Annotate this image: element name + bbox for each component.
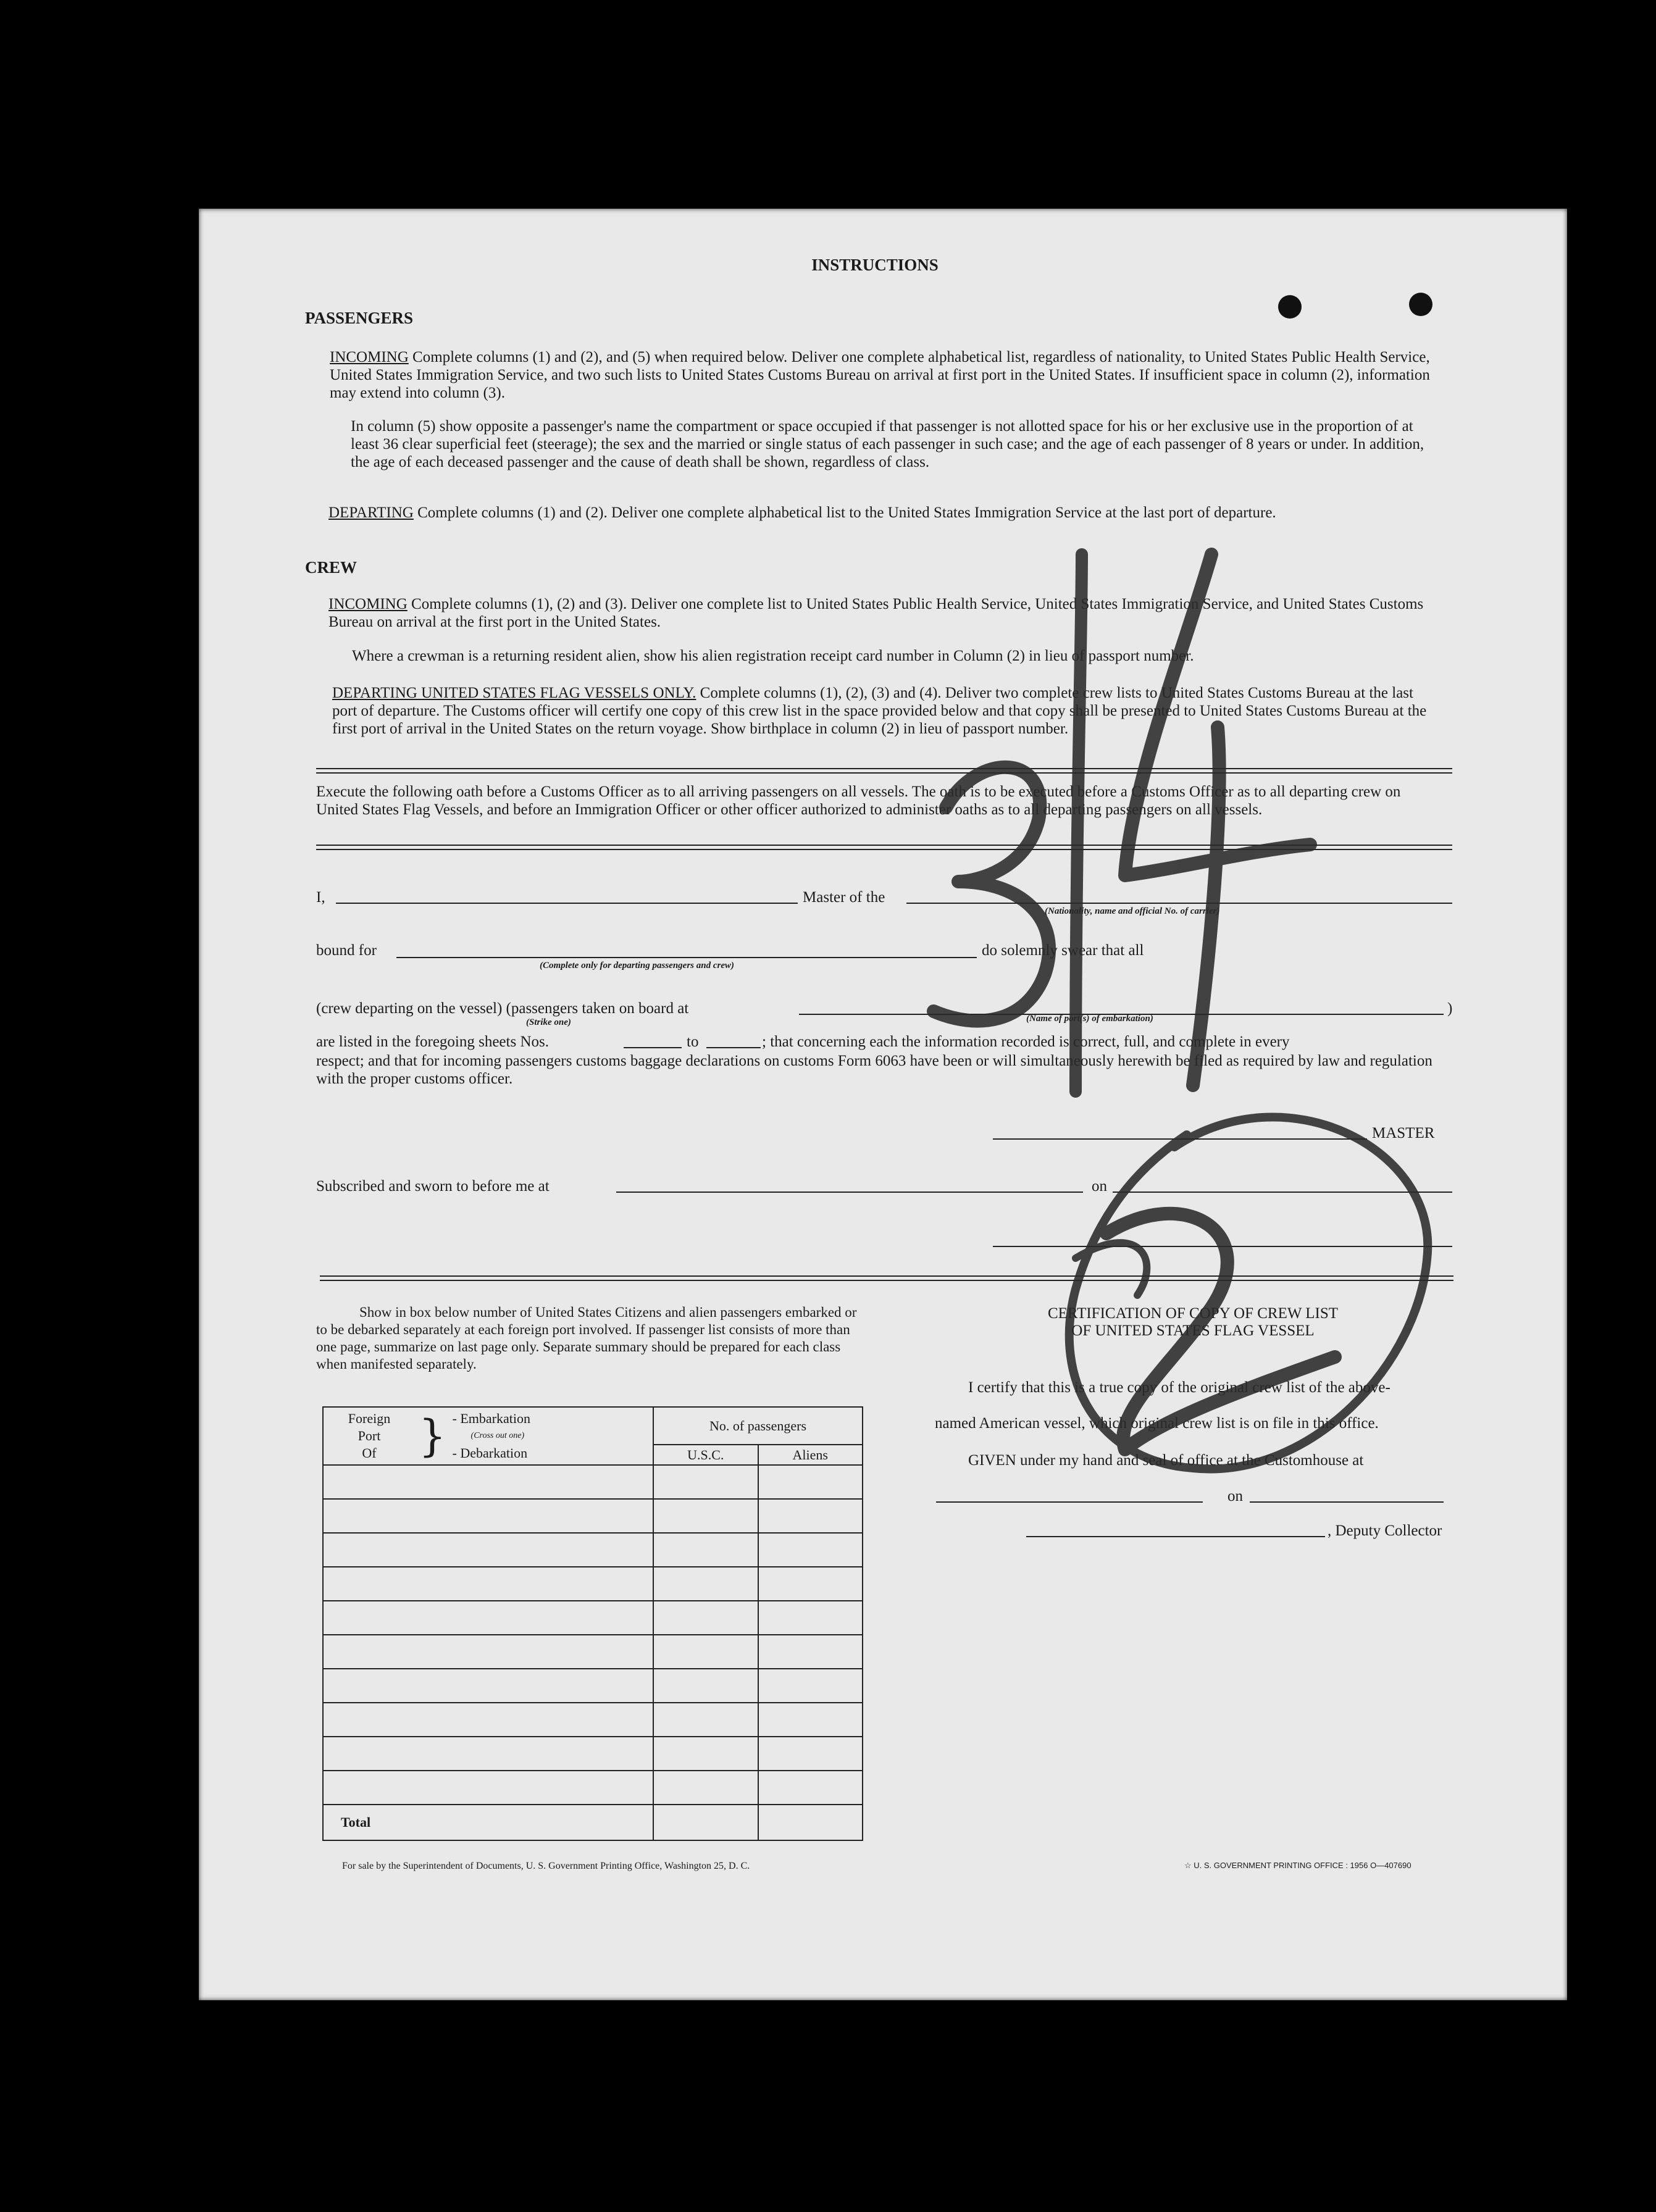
footer-gpo: ☆ U. S. GOVERNMENT PRINTING OFFICE : 1956 O—407690	[1184, 1861, 1411, 1870]
crew-incoming-label: INCOMING	[328, 596, 408, 612]
certification-title-line2: OF UNITED STATES FLAG VESSEL	[1071, 1322, 1315, 1339]
crew-incoming	[328, 595, 1435, 631]
master-signature-line[interactable]	[993, 1138, 1367, 1140]
total-row	[323, 1805, 863, 1840]
usc-cell[interactable]	[653, 1635, 758, 1669]
departing-text: Complete columns (1) and (2). Deliver one complete alphabetical list to the United States Immigration Service at the last port of departure.	[417, 504, 1276, 521]
foreign-label: Foreign	[348, 1411, 391, 1426]
table-row	[323, 1533, 863, 1567]
aliens-header: Aliens	[758, 1445, 863, 1465]
crew-departing	[332, 684, 1435, 738]
passengers-departing	[328, 504, 1435, 522]
certify-line2: named American vessel, which original crew list is on file in this office.	[935, 1415, 1379, 1432]
usc-header: U.S.C.	[653, 1445, 758, 1465]
given-label: GIVEN under my hand and seal of office at the Customhouse at	[968, 1452, 1364, 1469]
deputy-label: , Deputy Collector	[1328, 1522, 1442, 1539]
aliens-cell[interactable]	[758, 1737, 863, 1771]
aliens-cell[interactable]	[758, 1499, 863, 1533]
port-cell[interactable]	[323, 1533, 653, 1567]
master-name-line[interactable]	[336, 903, 798, 904]
aliens-cell[interactable]	[758, 1533, 863, 1567]
sheets-from-line[interactable]	[624, 1047, 682, 1048]
table-row	[323, 1771, 863, 1805]
crew-incoming-text: Complete columns (1), (2) and (3). Deliver one complete list to United States Public Health Service, United States Immigration Service, and United States Customs Bureau on arrival at the first port in the United States.	[328, 596, 1424, 630]
port-cell[interactable]	[323, 1567, 653, 1601]
crew-passengers-label: (crew departing on the vessel) (passengers taken on board at	[316, 1000, 689, 1017]
listed-a-label: are listed in the foregoing sheets Nos.	[316, 1033, 549, 1050]
table-row	[323, 1465, 863, 1499]
table-row	[323, 1703, 863, 1737]
table-row	[323, 1737, 863, 1771]
vessel-line[interactable]	[906, 903, 1452, 904]
page-title: INSTRUCTIONS	[811, 256, 939, 274]
aliens-cell[interactable]	[758, 1601, 863, 1635]
punch-hole-icon	[1409, 293, 1432, 316]
usc-cell[interactable]	[653, 1601, 758, 1635]
crew-departing-text: Complete columns (1), (2), (3) and (4). Deliver two complete crew lists to United States Customs Bureau at the last port of departure. The Customs officer will certify one copy of this crew list in the space provided below and that copy shall be presented to United States Customs Bureau at the first port of arrival in the United States on the return voyage. Show birthplace in column (2) in lieu of passport number.	[332, 685, 1427, 737]
usc-cell[interactable]	[653, 1465, 758, 1499]
aliens-cell[interactable]	[758, 1465, 863, 1499]
total-label: Total	[323, 1805, 653, 1840]
crew-departing-label: DEPARTING UNITED STATES FLAG VESSELS ONLY.	[332, 685, 696, 701]
port-cell[interactable]	[323, 1771, 653, 1805]
table-row	[323, 1499, 863, 1533]
usc-cell[interactable]	[653, 1567, 758, 1601]
port-cell[interactable]	[323, 1737, 653, 1771]
oath-intro: Execute the following oath before a Customs Officer as to all arriving passengers on all vessels. The oath is to be executed before a Customs Officer as to all departing crew on United States Flag Vessels, and before an Immigration Officer or other officer authorized to administer oaths as to all departing passengers on all vessels.	[316, 783, 1401, 818]
usc-cell[interactable]	[653, 1669, 758, 1703]
usc-cell[interactable]	[653, 1499, 758, 1533]
aliens-cell[interactable]	[758, 1703, 863, 1737]
form-page	[199, 209, 1567, 2000]
passengers-incoming	[330, 348, 1435, 402]
of-label: Of	[362, 1445, 377, 1461]
debarkation-label: - Debarkation	[452, 1445, 528, 1461]
summary-note: Show in box below number of United States Citizens and alien passengers embarked or to be debarked separately at each foreign port involved. If passenger list consists of more than one page, summarize on last page only. Separate summary should be prepared for each class when manifested separately.	[316, 1304, 857, 1372]
port-cell[interactable]	[323, 1635, 653, 1669]
table-row	[323, 1635, 863, 1669]
port-cell[interactable]	[323, 1499, 653, 1533]
master-label: MASTER	[1372, 1125, 1435, 1141]
incoming-text: Complete columns (1) and (2), and (5) when required below. Deliver one complete alphabetical list, regardless of nationality, to United States Public Health Service, United States Immigration Service, and two such lists to United States Customs Bureau on arrival at first port in the United States. If insufficient space in column (2), information may extend into column (3).	[330, 349, 1430, 401]
summary-table	[322, 1406, 863, 1841]
divider	[316, 768, 1452, 774]
close-paren: )	[1447, 1000, 1453, 1017]
passengers-heading: PASSENGERS	[305, 309, 414, 327]
divider	[320, 1275, 1453, 1281]
listed-to-label: to	[687, 1033, 699, 1050]
complete-only-caption: (Complete only for departing passengers and crew)	[540, 961, 734, 970]
port-header	[323, 1407, 653, 1465]
strike-one-caption: (Strike one)	[526, 1017, 571, 1027]
table-row	[323, 1567, 863, 1601]
aliens-total-cell[interactable]	[758, 1805, 863, 1840]
aliens-cell[interactable]	[758, 1771, 863, 1805]
port-label: Port	[358, 1428, 381, 1443]
cross-out-caption: (Cross out one)	[470, 1431, 525, 1440]
certify-line1: I certify that this is a true copy of the original crew list of the above-	[968, 1379, 1390, 1396]
oath-i-label: I,	[316, 889, 325, 906]
port-cell[interactable]	[323, 1601, 653, 1635]
table-row	[323, 1669, 863, 1703]
port-cell[interactable]	[323, 1465, 653, 1499]
crew-resident-text: Where a crewman is a returning resident alien, show his alien registration receipt card number in Column (2) in lieu of passport number.	[352, 648, 1194, 664]
nationality-caption: (Nationality, name and official No. of carrier)	[1045, 906, 1220, 916]
deputy-signature-line[interactable]	[1026, 1536, 1325, 1537]
port-cell[interactable]	[323, 1703, 653, 1737]
aliens-cell[interactable]	[758, 1669, 863, 1703]
divider	[316, 845, 1452, 850]
master-of-the-label: Master of the	[803, 889, 885, 906]
footer-sale: For sale by the Superintendent of Documents, U. S. Government Printing Office, Washington 25, D. C.	[342, 1861, 750, 1871]
aliens-cell[interactable]	[758, 1635, 863, 1669]
punch-hole-icon	[1278, 295, 1302, 319]
column5-text: In column (5) show opposite a passenger's name the compartment or space occupied if that passenger is not allotted space for his or her exclusive use in the proportion of at least 36 clear superficial feet (steerage); the sex and the married or single status of each passenger in such case; and the age of each passenger of 8 years or under. In addition, the age of each deceased passenger and the cause of death shall be shown, regardless of class.	[351, 418, 1424, 470]
respect-text: respect; and that for incoming passengers customs baggage declarations on customs Form 6063 have been or will simultaneously herewith be filed as required by law and regulation with the proper customs officer.	[316, 1053, 1432, 1087]
bound-for-label: bound for	[316, 942, 377, 959]
table-row	[323, 1601, 863, 1635]
certification-title-line1: CERTIFICATION OF COPY OF CREW LIST	[1047, 1305, 1339, 1322]
brace-icon: }	[419, 1411, 446, 1461]
usc-cell[interactable]	[653, 1533, 758, 1567]
subscribed-date-line[interactable]	[1113, 1192, 1452, 1193]
certification-date-line[interactable]	[1250, 1501, 1444, 1503]
usc-cell[interactable]	[653, 1771, 758, 1805]
usc-cell[interactable]	[653, 1703, 758, 1737]
officer-signature-line[interactable]	[993, 1246, 1452, 1247]
subscribed-label: Subscribed and sworn to before me at	[316, 1178, 550, 1195]
embarkation-label: - Embarkation	[452, 1411, 531, 1426]
passengers-count-header: No. of passengers	[653, 1407, 863, 1445]
customhouse-line[interactable]	[936, 1501, 1203, 1503]
port-cell[interactable]	[323, 1669, 653, 1703]
usc-total-cell[interactable]	[653, 1805, 758, 1840]
incoming-label: INCOMING	[330, 349, 409, 365]
bound-for-line[interactable]	[396, 957, 977, 958]
solemnly-swear-label: do solemnly swear that all	[982, 942, 1144, 959]
ports-caption: (Name of port(s) of embarkation)	[1026, 1014, 1153, 1024]
subscribed-place-line[interactable]	[616, 1192, 1083, 1193]
certification-on-label: on	[1227, 1488, 1243, 1505]
sheets-to-line[interactable]	[706, 1047, 761, 1048]
listed-b-label: ; that concerning each the information recorded is correct, full, and complete in every	[762, 1033, 1290, 1050]
crew-heading: CREW	[305, 558, 358, 577]
departing-label: DEPARTING	[328, 504, 414, 521]
aliens-cell[interactable]	[758, 1567, 863, 1601]
usc-cell[interactable]	[653, 1737, 758, 1771]
certification-title	[1014, 1305, 1372, 1340]
subscribed-on-label: on	[1092, 1178, 1107, 1195]
